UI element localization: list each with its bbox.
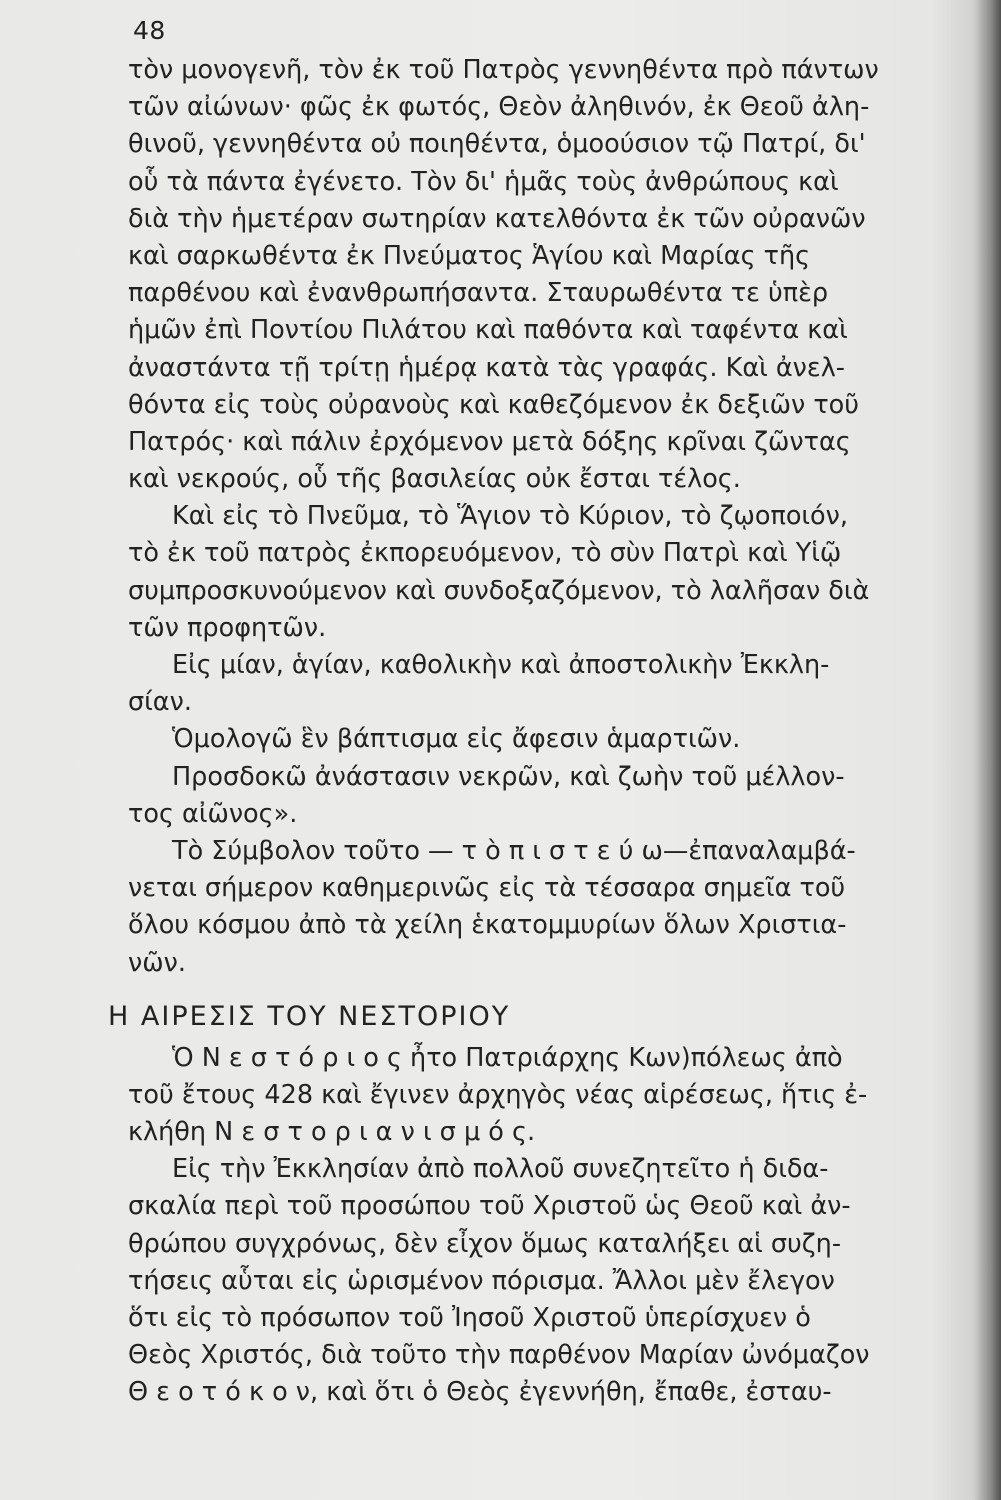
text-line: Ὁ Ν ε σ τ ό ρ ι ο ς ἦτο Πατριάρχης Κων)πόλεως ἀπὸ (172, 1042, 843, 1073)
text-line: Θ ε ο τ ό κ ο ν, καὶ ὅτι ὁ Θεὸς ἐγεννήθη, ἔπαθε, ἐσταυ- (128, 1377, 832, 1408)
body-text (108, 52, 928, 1412)
text-line: θόντα εἰς τοὺς οὐρανοὺς καὶ καθεζόμενον ἐκ δεξιῶν τοῦ (128, 389, 860, 420)
paragraph (128, 759, 928, 833)
text-line: Προσδοκῶ ἀνάστασιν νεκρῶν, καὶ ζωὴν τοῦ μέλλον- (172, 761, 845, 792)
paragraph (128, 721, 928, 758)
text-line: τὸ ἐκ τοῦ πατρὸς ἐκπορευόμενον, τὸ σὺν Πατρὶ καὶ Υἱῷ (128, 538, 842, 569)
paragraph (128, 647, 928, 721)
text-line: Πατρός· καὶ πάλιν ἐρχόμενον μετὰ δόξης κρῖναι ζῶντας (128, 426, 851, 457)
text-line: Ὁμολογῶ ἓν βάπτισμα εἰς ἄφεσιν ἁμαρτιῶν. (172, 724, 741, 755)
text-line: τῶν αἰώνων· φῶς ἐκ φωτός, Θεὸν ἀληθινόν, ἐκ Θεοῦ ἀλη- (128, 92, 870, 123)
text-line: κλήθη Ν ε σ τ ο ρ ι α ν ι σ μ ό ς. (128, 1117, 536, 1148)
text-line: ἀναστάντα τῇ τρίτῃ ἡμέρᾳ κατὰ τὰς γραφάς. Καὶ ἀνελ- (128, 352, 846, 383)
paragraph (128, 1151, 928, 1411)
text-line: καὶ σαρκωθέντα ἐκ Πνεύματος Ἁγίου καὶ Μαρίας τῆς (128, 240, 811, 271)
text-line: Καὶ εἰς τὸ Πνεῦμα, τὸ Ἅγιον τὸ Κύριον, τὸ ζῳοποιόν, (172, 501, 848, 532)
text-line: Εἰς τὴν Ἐκκλησίαν ἀπὸ πολλοῦ συνεζητεῖτο ἡ διδα- (172, 1154, 829, 1185)
text-line: τήσεις αὗται εἰς ὡρισμένον πόρισμα. Ἄλλοι μὲν ἔλεγον (128, 1265, 835, 1296)
paragraph (128, 1040, 928, 1152)
text-line: συμπροσκυνούμενον καὶ συνδοξαζόμενον, τὸ λαλῆσαν διὰ (128, 575, 870, 606)
text-line: τὸν μονογενῆ, τὸν ἐκ τοῦ Πατρὸς γεννηθέντα πρὸ πάντων (128, 55, 879, 85)
text-line: διὰ τὴν ἡμετέραν σωτηρίαν κατελθόντα ἐκ τῶν οὐρανῶν (128, 203, 866, 234)
text-line: θρώπου συγχρόνως, δὲν εἶχον ὅμως καταλήξει αἱ συζη- (128, 1228, 842, 1259)
text-line: νεται σήμερον καθημερινῶς εἰς τὰ τέσσαρα σημεῖα τοῦ (128, 873, 846, 904)
text-line: Τὸ Σύμβολον τοῦτο — τ ὸ π ι σ τ ε ύ ω—ἐπαναλαμβά- (172, 835, 856, 866)
text-line: θινοῦ, γεννηθέντα οὐ ποιηθέντα, ὁμοούσιον τῷ Πατρί, δι' (128, 129, 866, 160)
text-line: νῶν. (128, 947, 186, 978)
text-line: καὶ νεκρούς, οὗ τῆς βασιλείας οὐκ ἔσται τέλος. (128, 464, 741, 495)
section-heading: Η ΑΙΡΕΣΙΣ ΤΟΥ ΝΕΣΤΟΡΙΟΥ (108, 1000, 511, 1032)
text-line: ὅλου κόσμου ἀπὸ τὰ χείλη ἑκατομμυρίων ὅλων Χριστια- (128, 910, 847, 941)
text-line: τῶν προφητῶν. (128, 612, 327, 643)
text-line: σκαλία περὶ τοῦ προσώπου τοῦ Χριστοῦ ὡς Θεοῦ καὶ ἀν- (128, 1191, 851, 1222)
text-line: ἡμῶν ἐπὶ Ποντίου Πιλάτου καὶ παθόντα καὶ ταφέντα καὶ (128, 315, 848, 346)
text-line: σίαν. (128, 687, 192, 718)
page-edge-shadow (975, 0, 1001, 1500)
text-line: οὗ τὰ πάντα ἐγένετο. Τὸν δι' ἡμᾶς τοὺς ἀνθρώπους καὶ (128, 166, 839, 197)
page-number: 48 (133, 16, 166, 45)
text-line: τος αἰῶνος». (128, 798, 298, 829)
paragraph (128, 833, 928, 982)
paragraph (128, 498, 928, 647)
text-line: Θεὸς Χριστός, διὰ τοῦτο τὴν παρθένον Μαρίαν ὠνόμαζον (128, 1340, 870, 1371)
text-line: τοῦ ἔτους 428 καὶ ἔγινεν ἀρχηγὸς νέας αἱρέσεως, ἥτις ἐ- (128, 1079, 868, 1110)
paragraph (128, 52, 928, 498)
text-line: Εἰς μίαν, ἁγίαν, καθολικὴν καὶ ἀποστολικὴν Ἐκκλη- (172, 650, 830, 680)
text-line: ὅτι εἰς τὸ πρόσωπον τοῦ Ἰησοῦ Χριστοῦ ὑπερίσχυεν ὁ (128, 1303, 811, 1333)
text-line: παρθένου καὶ ἐνανθρωπήσαντα. Σταυρωθέντα τε ὑπὲρ (128, 278, 829, 309)
